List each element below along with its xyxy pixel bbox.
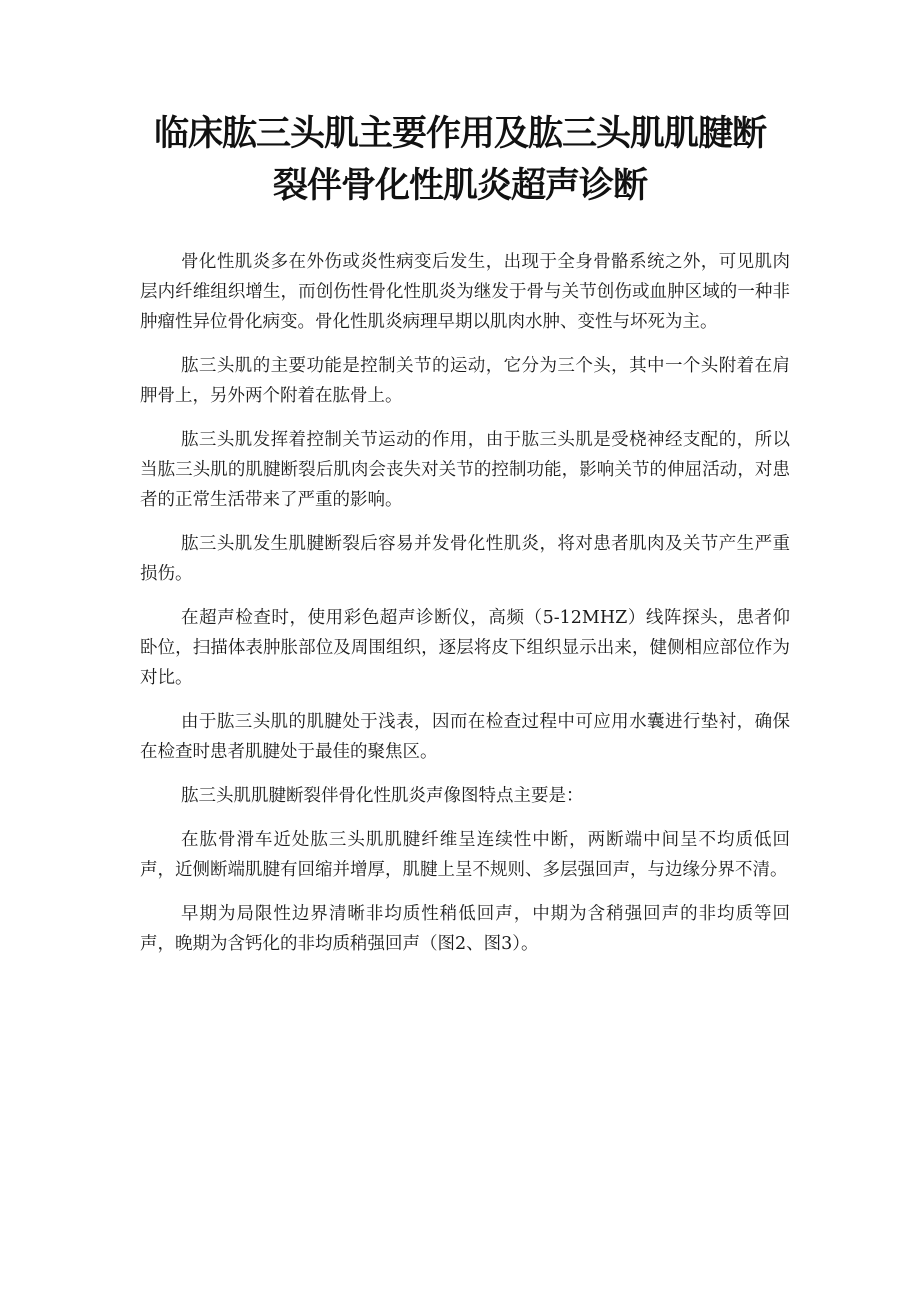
document-body [140, 247, 790, 973]
paragraph-ultrasound-method: 在超声检查时，使用彩色超声诊断仪，高频（5-12MHZ）线阵探头，患者仰卧位，扫描体表肿胀部位及周围组织，逐层将皮下组织显示出来，健侧相应部位作为对比。 [140, 608, 790, 688]
document-title-line-1: 临床肱三头肌主要作用及肱三头肌肌腱断 [153, 114, 766, 154]
paragraph-complication: 肱三头肌发生肌腱断裂后容易并发骨化性肌炎，将对患者肌肉及关节产生严重损伤。 [140, 534, 790, 584]
paragraph-tendon-rupture-impact: 肱三头肌发挥着控制关节运动的作用，由于肱三头肌是受桡神经支配的，所以当肱三头肌的肌腱断裂后肌肉会丧失对关节的控制功能，影响关节的伸屈活动，对患者的正常生活带来了严重的影响。 [140, 430, 790, 510]
paragraph-stages: 早期为局限性边界清晰非均质性稍低回声，中期为含稍强回声的非均质等回声，晚期为含钙化的非均质稍强回声（图2、图3）。 [140, 904, 790, 954]
paragraph-triceps-function: 肱三头肌的主要功能是控制关节的运动，它分为三个头，其中一个头附着在肩胛骨上，另外两个附着在肱骨上。 [140, 356, 790, 406]
paragraph-water-bag: 由于肱三头肌的肌腱处于浅表，因而在检查过程中可应用水囊进行垫衬，确保在检查时患者肌腱处于最佳的聚焦区。 [140, 712, 790, 762]
document-title-line-2: 裂伴骨化性肌炎超声诊断 [272, 166, 647, 206]
paragraph-sonographic-features: 在肱骨滑车近处肱三头肌肌腱纤维呈连续性中断，两断端中间呈不均质低回声，近侧断端肌腱有回缩并增厚，肌腱上呈不规则、多层强回声，与边缘分界不清。 [140, 830, 790, 880]
paragraph-ossifying-myositis-intro: 骨化性肌炎多在外伤或炎性病变后发生，出现于全身骨骼系统之外，可见肌肉层内纤维组织增生，而创伤性骨化性肌炎为继发于骨与关节创伤或血肿区域的一种非肿瘤性异位骨化病变。骨化性肌炎病理早期以肌肉水肿、变性与坏死为主。 [140, 252, 790, 332]
paragraph-sonographic-features-heading: 肱三头肌肌腱断裂伴骨化性肌炎声像图特点主要是： [181, 786, 584, 806]
